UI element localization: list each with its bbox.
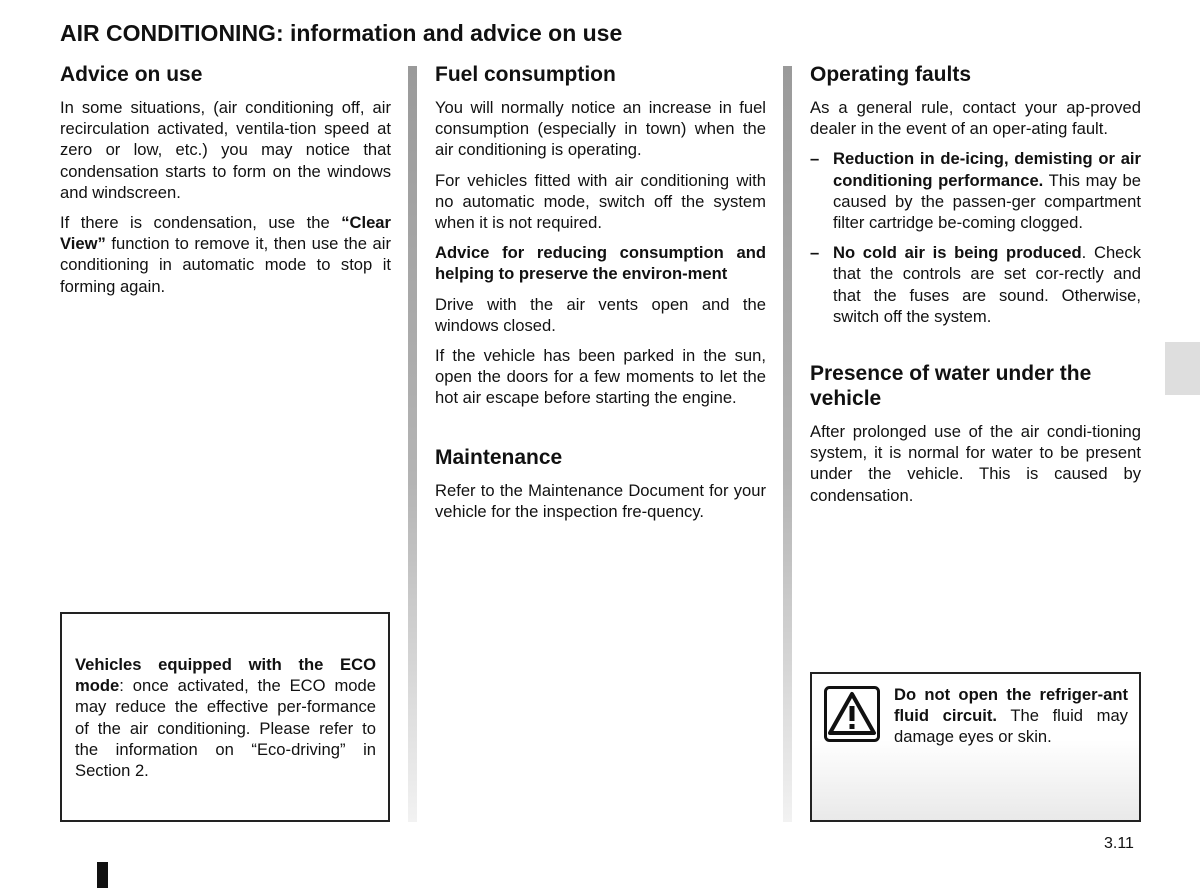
advice-paragraph-1: In some situations, (air conditioning off, air recirculation activated, ventila-tion speed at zero or low, etc.) you may notice that condensation starts to form on the windows and windscreen. [60,98,391,202]
warning-body: The fluid may damage eyes or skin. [894,706,1128,747]
fuel-paragraph-1: You will normally notice an increase in fuel consumption (especially in town) when the air conditioning is operating. [435,98,766,160]
fault-item [810,242,1141,327]
eco-mode-note [75,654,376,781]
advice-p2-a: If there is condensation, use the [60,213,342,233]
eco-mode-note-box [60,612,390,822]
warning-text [894,684,1128,748]
advice-p2-c: function to remove it, then use the air conditioning in automatic mode to stop it forming again. [60,234,391,296]
advice-column [60,62,391,306]
column-separator [783,66,792,822]
fuel-advice-subheading: Advice for reducing consumption and helping to preserve the environ-ment [435,243,766,284]
advice-paragraph-2 [60,212,391,297]
page-title: AIR CONDITIONING: information and advice on use [60,20,623,46]
maintenance-paragraph: Refer to the Maintenance Document for your vehicle for the inspection fre-quency. [435,480,766,521]
section-thumb-tab [1165,342,1200,395]
fault-item-title: No cold air is being produced [833,243,1082,263]
fuel-paragraph-4: Drive with the air vents open and the windows closed. [435,294,766,335]
fuel-paragraph-5: If the vehicle has been parked in the sun, open the doors for a few moments to let the hot air escape before starting the engine. [435,346,766,408]
crop-mark [97,862,108,888]
fault-item [810,148,1141,233]
water-paragraph: After prolonged use of the air condi-tioning system, it is normal for water to be present under the vehicle. This is caused by condensation. [810,422,1141,505]
eco-mode-title: Vehicles equipped with the ECO mode [75,655,376,696]
water-heading: Presence of water under the vehicle [810,362,1092,411]
fault-item-title: Reduction in de-icing, demisting or air conditioning performance. [833,149,1141,190]
maintenance-heading: Maintenance [435,445,563,469]
fault-dash: – [810,149,820,169]
fault-item-text: This may be caused by the passen-ger compartment filter cartridge be-coming clogged. [833,170,1142,233]
warning-box [810,672,1141,822]
faults-heading: Operating faults [810,63,972,86]
fault-dash: – [810,243,820,263]
faults-paragraph: As a general rule, contact your ap-proved dealer in the event of an oper-ating fault. [810,98,1141,139]
fuel-heading: Fuel consumption [435,63,616,86]
column-separator [408,66,417,822]
advice-heading: Advice on use [60,63,203,86]
fuel-paragraph-2: For vehicles fitted with air conditioning with no automatic mode, switch off the system when it is not required. [435,170,766,233]
eco-mode-text: : once activated, the ECO mode may reduce the effective per-formance of the air conditioning. Please refer to the information on “Eco-driving” in Section 2. [75,676,376,781]
fuel-column [435,62,766,531]
page-number: 3.11 [1104,835,1134,852]
clear-view-term: “Clear View” [60,213,391,254]
warning-triangle-icon [824,686,880,742]
fault-item-text: . Check that the controls are set cor-rectly and that the fuses are sound. Otherwise, switch off the system. [833,243,1141,326]
faults-column [810,62,1141,515]
warning-title: Do not open the refriger-ant fluid circuit. [894,685,1128,726]
